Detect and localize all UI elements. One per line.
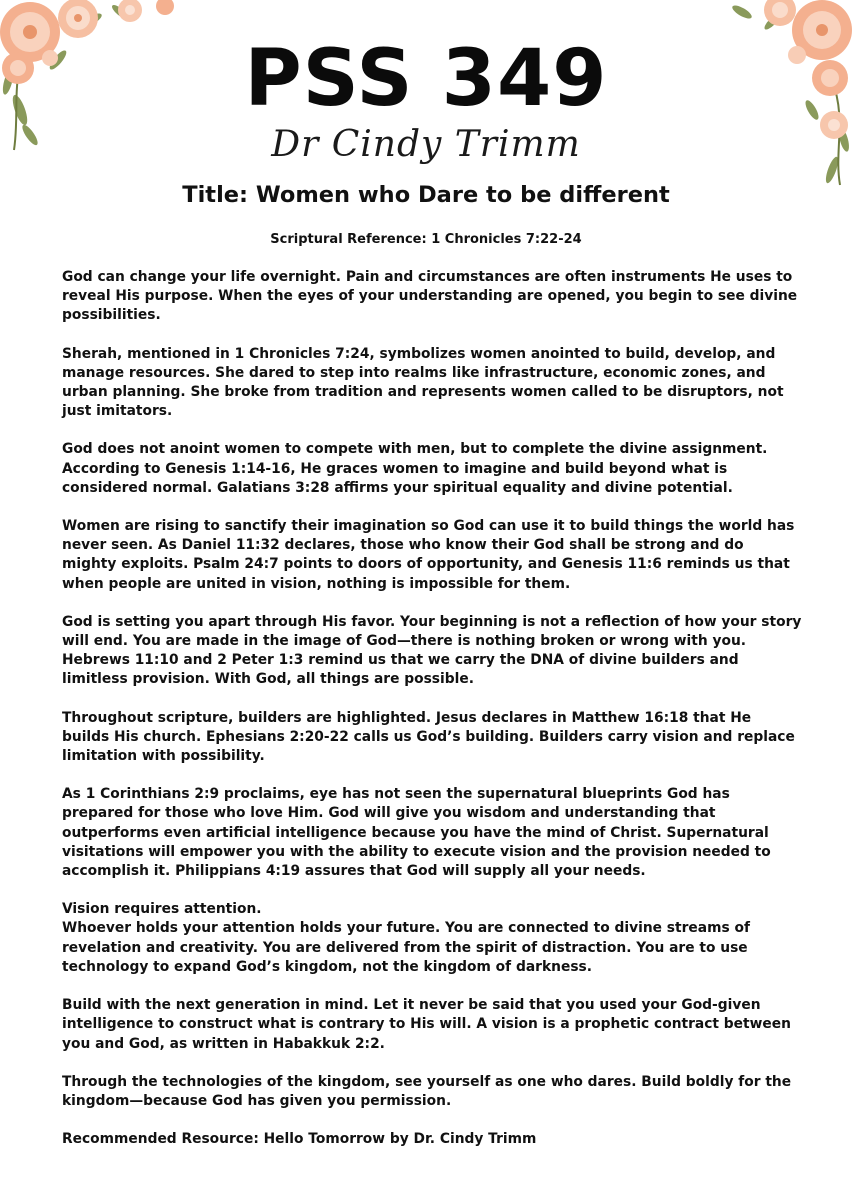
scriptural-reference: Scriptural Reference: 1 Chronicles 7:22-24 (270, 232, 582, 247)
recommended-resource: Recommended Resource: Hello Tomorrow by Dr. Cindy Trimm (62, 1131, 537, 1148)
paragraph: God does not anoint women to compete with men, but to complete the divine assignment. According to Genesis 1:14-16, He graces women to imagine and build beyond what is considered normal. Galatians 3:28 affirms your spiritual equality and divine potential. (62, 441, 768, 496)
paragraph: As 1 Corinthians 2:9 proclaims, eye has not seen the supernatural blueprints God has prepared for those who love Him. God will give you wisdom and understanding that outperforms even artificial intelligence because you have the mind of Christ. Supernatural visitations will empower you with the ability to execute vision and the provision needed to accomplish it. Philippians 4:19 assures that God will supply all your needs. (62, 786, 771, 880)
document-body (62, 268, 802, 1168)
paragraph: Through the technologies of the kingdom, see yourself as one who dares. Build boldly for the kingdom—because God has given you permission. (62, 1073, 792, 1109)
author-signature: Dr Cindy Trimm (271, 124, 581, 165)
paragraph: Build with the next generation in mind. Let it never be said that you used your God-given intelligence to construct what is contrary to His will. A vision is a prophetic contract between you and God, as written in Habakkuk 2:2. (62, 997, 791, 1052)
paragraph: Whoever holds your attention holds your future. You are connected to divine streams of revelation and creativity. You are delivered from the spirit of distraction. You are to use technology to expand God’s kingdom, not the kingdom of darkness. (62, 920, 750, 975)
paragraph: Sherah, mentioned in 1 Chronicles 7:24, symbolizes women anointed to build, develop, and manage resources. She dared to step into realms like infrastructure, economic zones, and urban planning. She broke from tradition and represents women called to be disruptors, not just imitators. (62, 345, 784, 420)
paragraph: God is setting you apart through His favor. Your beginning is not a reflection of how your story will end. You are made in the image of God—there is nothing broken or wrong with you. Hebrews 11:10 and 2 Peter 1:3 remind us that we carry the DNA of divine builders and limitless provision. With God, all things are possible. (62, 613, 802, 688)
paragraph: God can change your life overnight. Pain and circumstances are often instruments He uses to reveal His purpose. When the eyes of your understanding are opened, you begin to see divine possibilities. (62, 269, 798, 324)
section-heading: Vision requires attention. (62, 901, 262, 918)
document-header (0, 34, 852, 168)
paragraph: Women are rising to sanctify their imagination so God can use it to build things the world has never seen. As Daniel 11:32 declares, those who know their God shall be strong and do mighty exploits. Psalm 24:7 points to doors of opportunity, and Genesis 11:6 reminds us that when people are united in vision, nothing is impossible for them. (62, 518, 795, 592)
series-code: PSS 349 (244, 34, 608, 124)
document-title: Title: Women who Dare to be different (182, 182, 670, 208)
paragraph: Throughout scripture, builders are highlighted. Jesus declares in Matthew 16:18 that He builds His church. Ephesians 2:20-22 calls us God’s building. Builders carry vision and replace limitation with possibility. (62, 709, 795, 765)
